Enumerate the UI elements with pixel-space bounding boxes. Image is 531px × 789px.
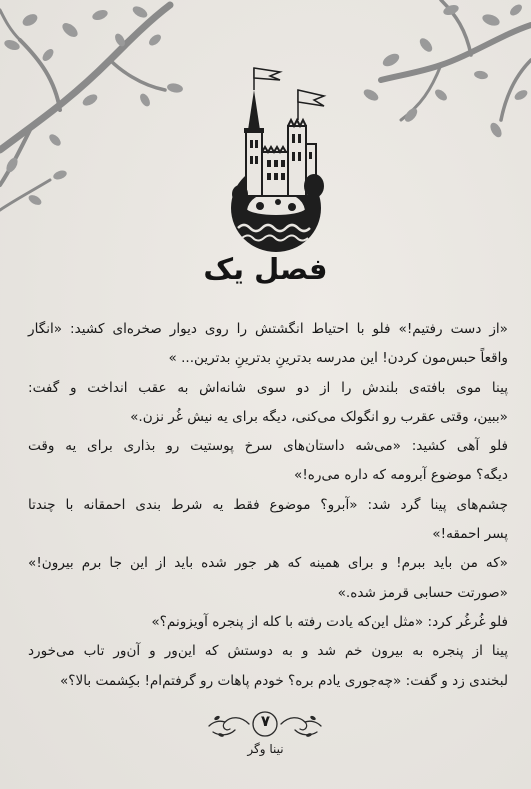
castle-emblem-illustration: [218, 60, 334, 260]
body-line: فلو آهی کشید: «می‌شه داستان‌های سرخ پوستیت رو بذاری برای یه وقت: [28, 438, 508, 455]
body-line: پینا از پنجره به بیرون خم شد و به دوستش که این‌ور و آن‌ور تاب می‌خورد: [28, 643, 508, 660]
body-line: چشم‌های پینا گرد شد: «آبرو؟ موضوع فقط یه شرط بندی احمقانه با چندتا: [28, 496, 508, 513]
tree-branch-right-illustration: [331, 0, 531, 150]
chapter-title: فصل یک: [203, 252, 328, 286]
tree-branch-left-illustration: [0, 0, 190, 230]
page-number: ۷: [260, 712, 271, 730]
body-line: پینا موی بافته‌ی بلندش را از دو سوی شانه‌اش به عقب انداخت و گفت:: [28, 379, 508, 396]
body-line: پسر احمقه!»: [432, 526, 508, 543]
body-line: لبخندی زد و گفت: «چه‌جوری یادم بره؟ خودم پاهات رو گرفتم‌ام! بکِشمت بالا؟»: [59, 672, 508, 689]
body-line: «که من باید ببرم! و برای همینه که هر جور شده باید از این جا برم بیرون!»: [28, 555, 508, 572]
body-line: فلو غُرغُر کرد: «مثل این‌که یادت رفته با کله از پنجره آویزونم؟»: [151, 613, 508, 630]
body-line: «از دست رفتیم!» فلو با احتیاط انگشتش را روی دیوار صخره‌ای کشید: «انگار: [28, 321, 508, 337]
body-line: «ببین، وقتی عقرب رو انگولک می‌کنی، دیگه برای یه نیش غُر نزن.»: [130, 408, 508, 425]
body-text: [28, 315, 508, 696]
body-line: «صورتت حسابی قرمز شده.»: [337, 584, 508, 601]
body-line: دیگه؟ موضوع آبرومه که داره می‌ره!»: [294, 467, 508, 484]
book-title-footer: نینا وگر: [247, 742, 284, 756]
body-line: واقعاً حبس‌مون کردن! این مدرسه بدترینِ بدترینِ بدترین... »: [168, 350, 508, 367]
